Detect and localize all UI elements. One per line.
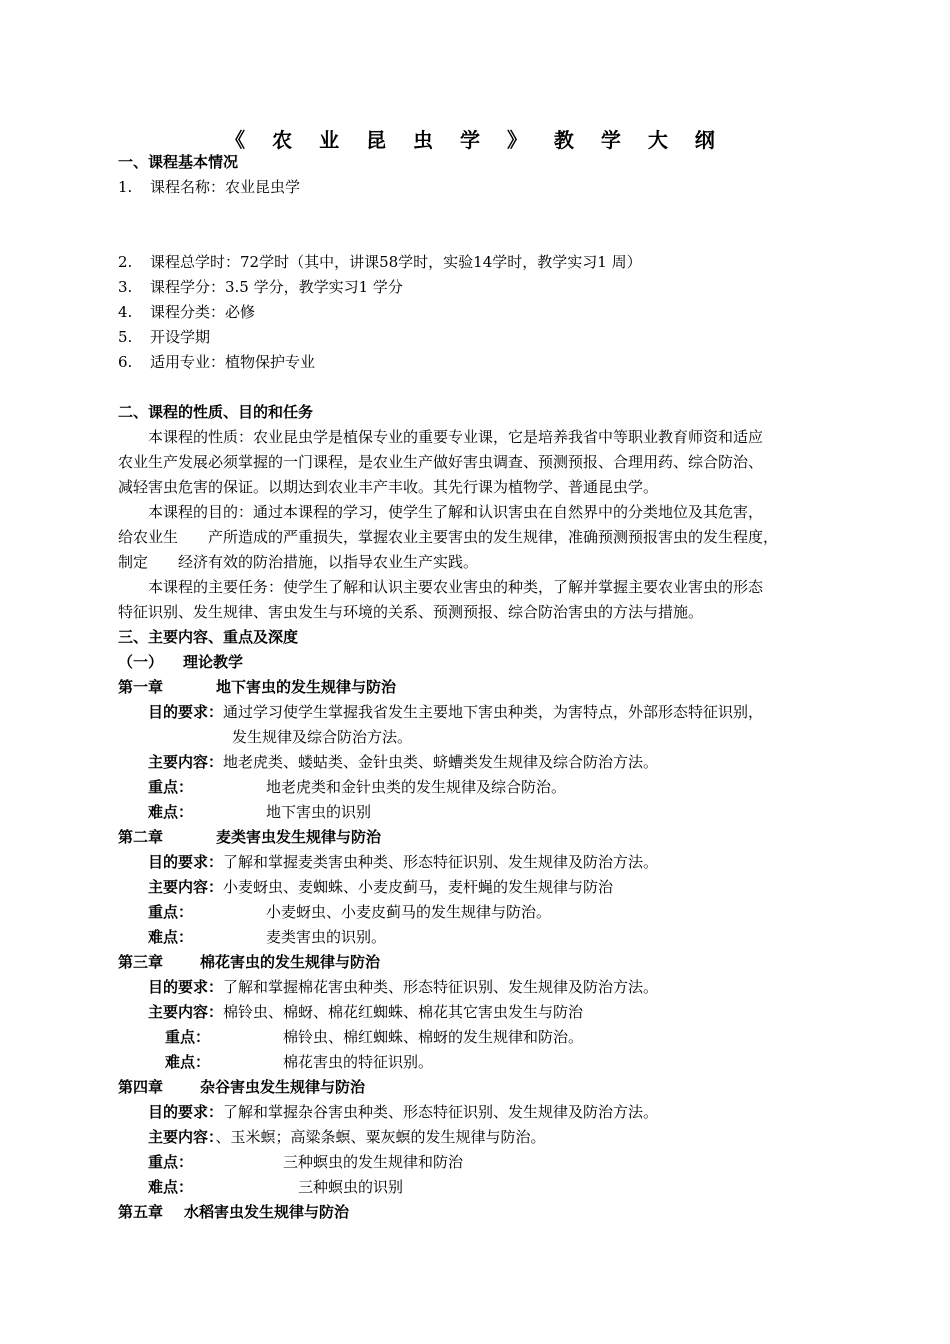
chapter-difficulty xyxy=(148,802,371,822)
chapter-number: 第五章 xyxy=(118,1203,164,1221)
text-fragment: 产所造成的严重损失，掌握农业主要害虫的发生规律，准确预测预报害虫的发生程度， xyxy=(208,528,779,546)
chapter-aim xyxy=(148,1102,658,1122)
key-text: 棉铃虫、棉红蜘蛛、棉蚜的发生规律和防治。 xyxy=(283,1028,584,1046)
item-text: 适用专业：植物保护专业 xyxy=(150,353,316,371)
list-item xyxy=(118,352,315,372)
section-2-heading: 二、课程的性质、目的和任务 xyxy=(118,403,314,421)
item-number: 2. xyxy=(118,253,133,271)
document-title: 《 农 业 昆 虫 学 》 教 学 大 纲 xyxy=(225,128,725,152)
key-text: 小麦蚜虫、小麦皮蓟马的发生规律与防治。 xyxy=(266,903,552,921)
chapter-heading xyxy=(118,1202,349,1222)
paragraph-line: 减轻害虫危害的保证。以期达到农业丰产丰收。其先行课为植物学、普通昆虫学。 xyxy=(118,478,659,496)
difficulty-label: 难点： xyxy=(148,1178,194,1196)
chapter-content xyxy=(148,1002,583,1022)
chapter-heading xyxy=(118,1077,365,1097)
chapter-difficulty xyxy=(148,927,386,947)
key-text: 地老虎类和金针虫类的发生规律及综合防治。 xyxy=(266,778,567,796)
chapter-key xyxy=(148,902,551,922)
chapter-number: 第二章 xyxy=(118,828,164,846)
difficulty-text: 地下害虫的识别 xyxy=(266,803,372,821)
list-item xyxy=(118,177,300,197)
item-text: 开设学期 xyxy=(150,328,211,346)
chapter-aim xyxy=(148,852,658,872)
chapter-title: 地下害虫的发生规律与防治 xyxy=(216,678,397,696)
paragraph-line: 本课程的主要任务：使学生了解和认识主要农业害虫的种类，了解并掌握主要农业害虫的形态 xyxy=(148,578,764,596)
paragraph-line: 本课程的目的：通过本课程的学习，使学生了解和认识害虫在自然界中的分类地位及其危害， xyxy=(148,503,764,521)
content-label: 主要内容： xyxy=(148,1003,224,1021)
aim-text: 了解和掌握杂谷害虫种类、形态特征识别、发生规律及防治方法。 xyxy=(223,1103,659,1121)
chapter-key xyxy=(165,1027,583,1047)
chapter-key xyxy=(148,1152,463,1172)
item-number: 5. xyxy=(118,328,133,346)
item-number: 3. xyxy=(118,278,133,296)
chapter-aim xyxy=(148,702,763,722)
section-1-heading: 一、课程基本情况 xyxy=(118,153,239,171)
aim-label: 目的要求： xyxy=(148,978,224,996)
chapter-key xyxy=(148,777,566,797)
content-text: 地老虎类、蝼蛄类、金针虫类、蛴螬类发生规律及综合防治方法。 xyxy=(223,753,659,771)
text-fragment: 制定 xyxy=(118,553,149,571)
item-text: 课程总学时：72学时（其中，讲课58学时，实验14学时，教学实习1 周） xyxy=(150,253,642,271)
content-text: 、玉米螟；高粱条螟、粟灰螟的发生规律与防治。 xyxy=(215,1128,546,1146)
chapter-number: 第一章 xyxy=(118,678,164,696)
chapter-heading xyxy=(118,827,381,847)
text-fragment: 给农业生 xyxy=(118,528,179,546)
key-text: 三种螟虫的发生规律和防治 xyxy=(283,1153,464,1171)
chapter-content xyxy=(148,877,613,897)
content-text: 棉铃虫、棉蚜、棉花红蜘蛛、棉花其它害虫发生与防治 xyxy=(223,1003,584,1021)
paragraph-line xyxy=(118,527,778,547)
difficulty-label: 难点： xyxy=(148,928,194,946)
aim-text: 通过学习使学生掌握我省发生主要地下害虫种类，为害特点，外部形态特征识别， xyxy=(223,703,764,721)
chapter-title: 水稻害虫发生规律与防治 xyxy=(184,1203,350,1221)
chapter-content xyxy=(148,1127,546,1147)
list-item xyxy=(118,327,210,347)
difficulty-text: 三种螟虫的识别 xyxy=(298,1178,404,1196)
content-label: 主要内容： xyxy=(148,753,224,771)
item-number: 1. xyxy=(118,178,133,196)
chapter-difficulty xyxy=(165,1052,433,1072)
chapter-number: 第四章 xyxy=(118,1078,164,1096)
difficulty-text: 棉花害虫的特征识别。 xyxy=(283,1053,434,1071)
paragraph-line: 特征识别、发生规律、害虫发生与环境的关系、预测预报、综合防治害虫的方法与措施。 xyxy=(118,603,704,621)
item-text: 课程分类：必修 xyxy=(150,303,256,321)
aim-label: 目的要求： xyxy=(148,703,224,721)
content-text: 小麦蚜虫、麦蜘蛛、小麦皮蓟马，麦杆蝇的发生规律与防治 xyxy=(223,878,614,896)
paragraph-line: 本课程的性质：农业昆虫学是植保专业的重要专业课，它是培养我省中等职业教育师资和适应 xyxy=(148,428,764,446)
content-label: 主要内容： xyxy=(148,878,224,896)
paragraph-line: 农业生产发展必须掌握的一门课程，是农业生产做好害虫调查、预测预报、合理用药、综合防治、 xyxy=(118,453,764,471)
chapter-heading xyxy=(118,677,396,697)
item-text: 课程学分：3.5 学分，教学实习1 学分 xyxy=(150,278,403,296)
chapter-aim xyxy=(148,977,658,997)
item-number: 4. xyxy=(118,303,133,321)
key-label: 重点： xyxy=(148,778,194,796)
chapter-title: 棉花害虫的发生规律与防治 xyxy=(200,953,381,971)
paragraph-line xyxy=(118,552,478,572)
chapter-number: 第三章 xyxy=(118,953,164,971)
aim-label: 目的要求： xyxy=(148,1103,224,1121)
chapter-title: 麦类害虫发生规律与防治 xyxy=(216,828,382,846)
list-item xyxy=(118,252,642,272)
aim-text: 了解和掌握棉花害虫种类、形态特征识别、发生规律及防治方法。 xyxy=(223,978,659,996)
subsection-heading xyxy=(118,652,243,672)
item-text: 课程名称：农业昆虫学 xyxy=(150,178,301,196)
difficulty-label: 难点： xyxy=(148,803,194,821)
chapter-difficulty xyxy=(148,1177,403,1197)
chapter-content xyxy=(148,752,658,772)
item-number: 6. xyxy=(118,353,133,371)
aim-text: 了解和掌握麦类害虫种类、形态特征识别、发生规律及防治方法。 xyxy=(223,853,659,871)
subsection-number: （一） xyxy=(118,653,164,671)
key-label: 重点： xyxy=(148,903,194,921)
aim-label: 目的要求： xyxy=(148,853,224,871)
chapter-aim-cont: 发生规律及综合防治方法。 xyxy=(232,728,413,746)
subsection-title: 理论教学 xyxy=(183,653,244,671)
key-label: 重点： xyxy=(165,1028,211,1046)
difficulty-label: 难点： xyxy=(165,1053,211,1071)
chapter-title: 杂谷害虫发生规律与防治 xyxy=(200,1078,366,1096)
key-label: 重点： xyxy=(148,1153,194,1171)
list-item xyxy=(118,302,255,322)
chapter-heading xyxy=(118,952,380,972)
content-label: 主要内容： xyxy=(148,1128,216,1146)
section-3-heading: 三、主要内容、重点及深度 xyxy=(118,628,299,646)
difficulty-text: 麦类害虫的识别。 xyxy=(266,928,387,946)
list-item xyxy=(118,277,403,297)
text-fragment: 经济有效的防治措施，以指导农业生产实践。 xyxy=(178,553,479,571)
